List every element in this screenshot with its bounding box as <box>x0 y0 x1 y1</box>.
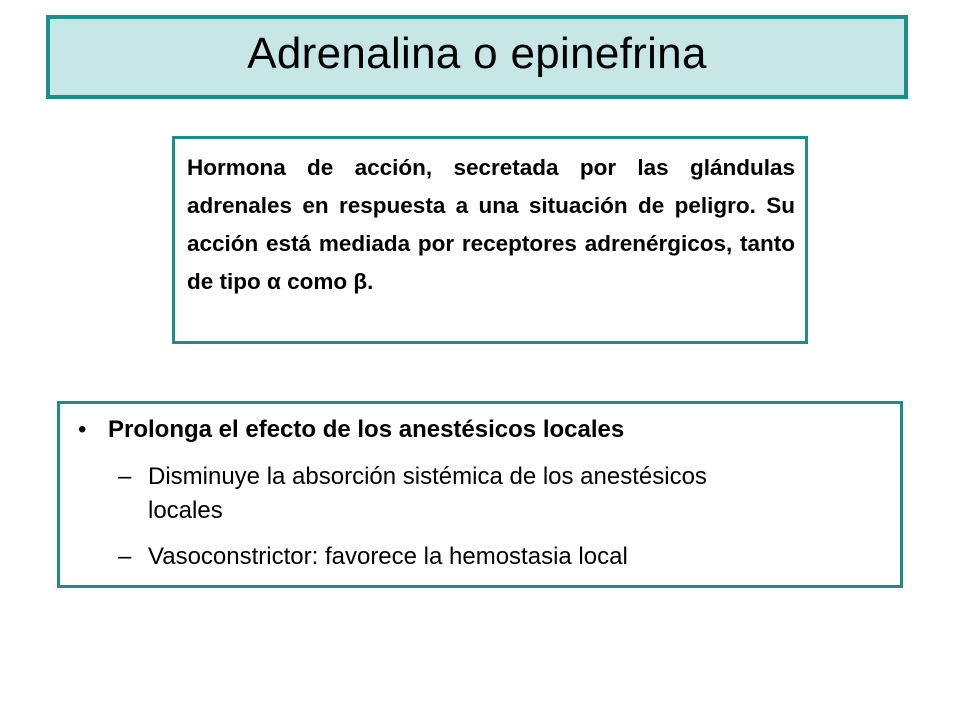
sub-bullet <box>118 460 768 528</box>
main-bullet-text: Prolonga el efecto de los anestésicos locales <box>108 416 625 443</box>
sub-bullet-marker: – <box>118 463 132 490</box>
main-bullet <box>78 416 624 444</box>
sub-bullet-marker: – <box>118 543 132 570</box>
bullet-marker: • <box>78 416 87 443</box>
sub-bullet <box>118 540 768 574</box>
title-box <box>46 15 908 99</box>
definition-text: Hormona de acción, secretada por las glándulas adrenales en respuesta a una situación de peligro. Su acción está mediada por receptores adrenérgicos, tanto de tipo α como β. <box>187 155 795 294</box>
slide-title: Adrenalina o epinefrina <box>247 29 707 78</box>
definition-box <box>172 136 808 344</box>
bullets-box <box>57 401 903 588</box>
sub-bullet-text: Vasoconstrictor: favorece la hemostasia local <box>148 543 628 570</box>
sub-bullet-text: Disminuye la absorción sistémica de los anestésicos locales <box>148 463 707 524</box>
